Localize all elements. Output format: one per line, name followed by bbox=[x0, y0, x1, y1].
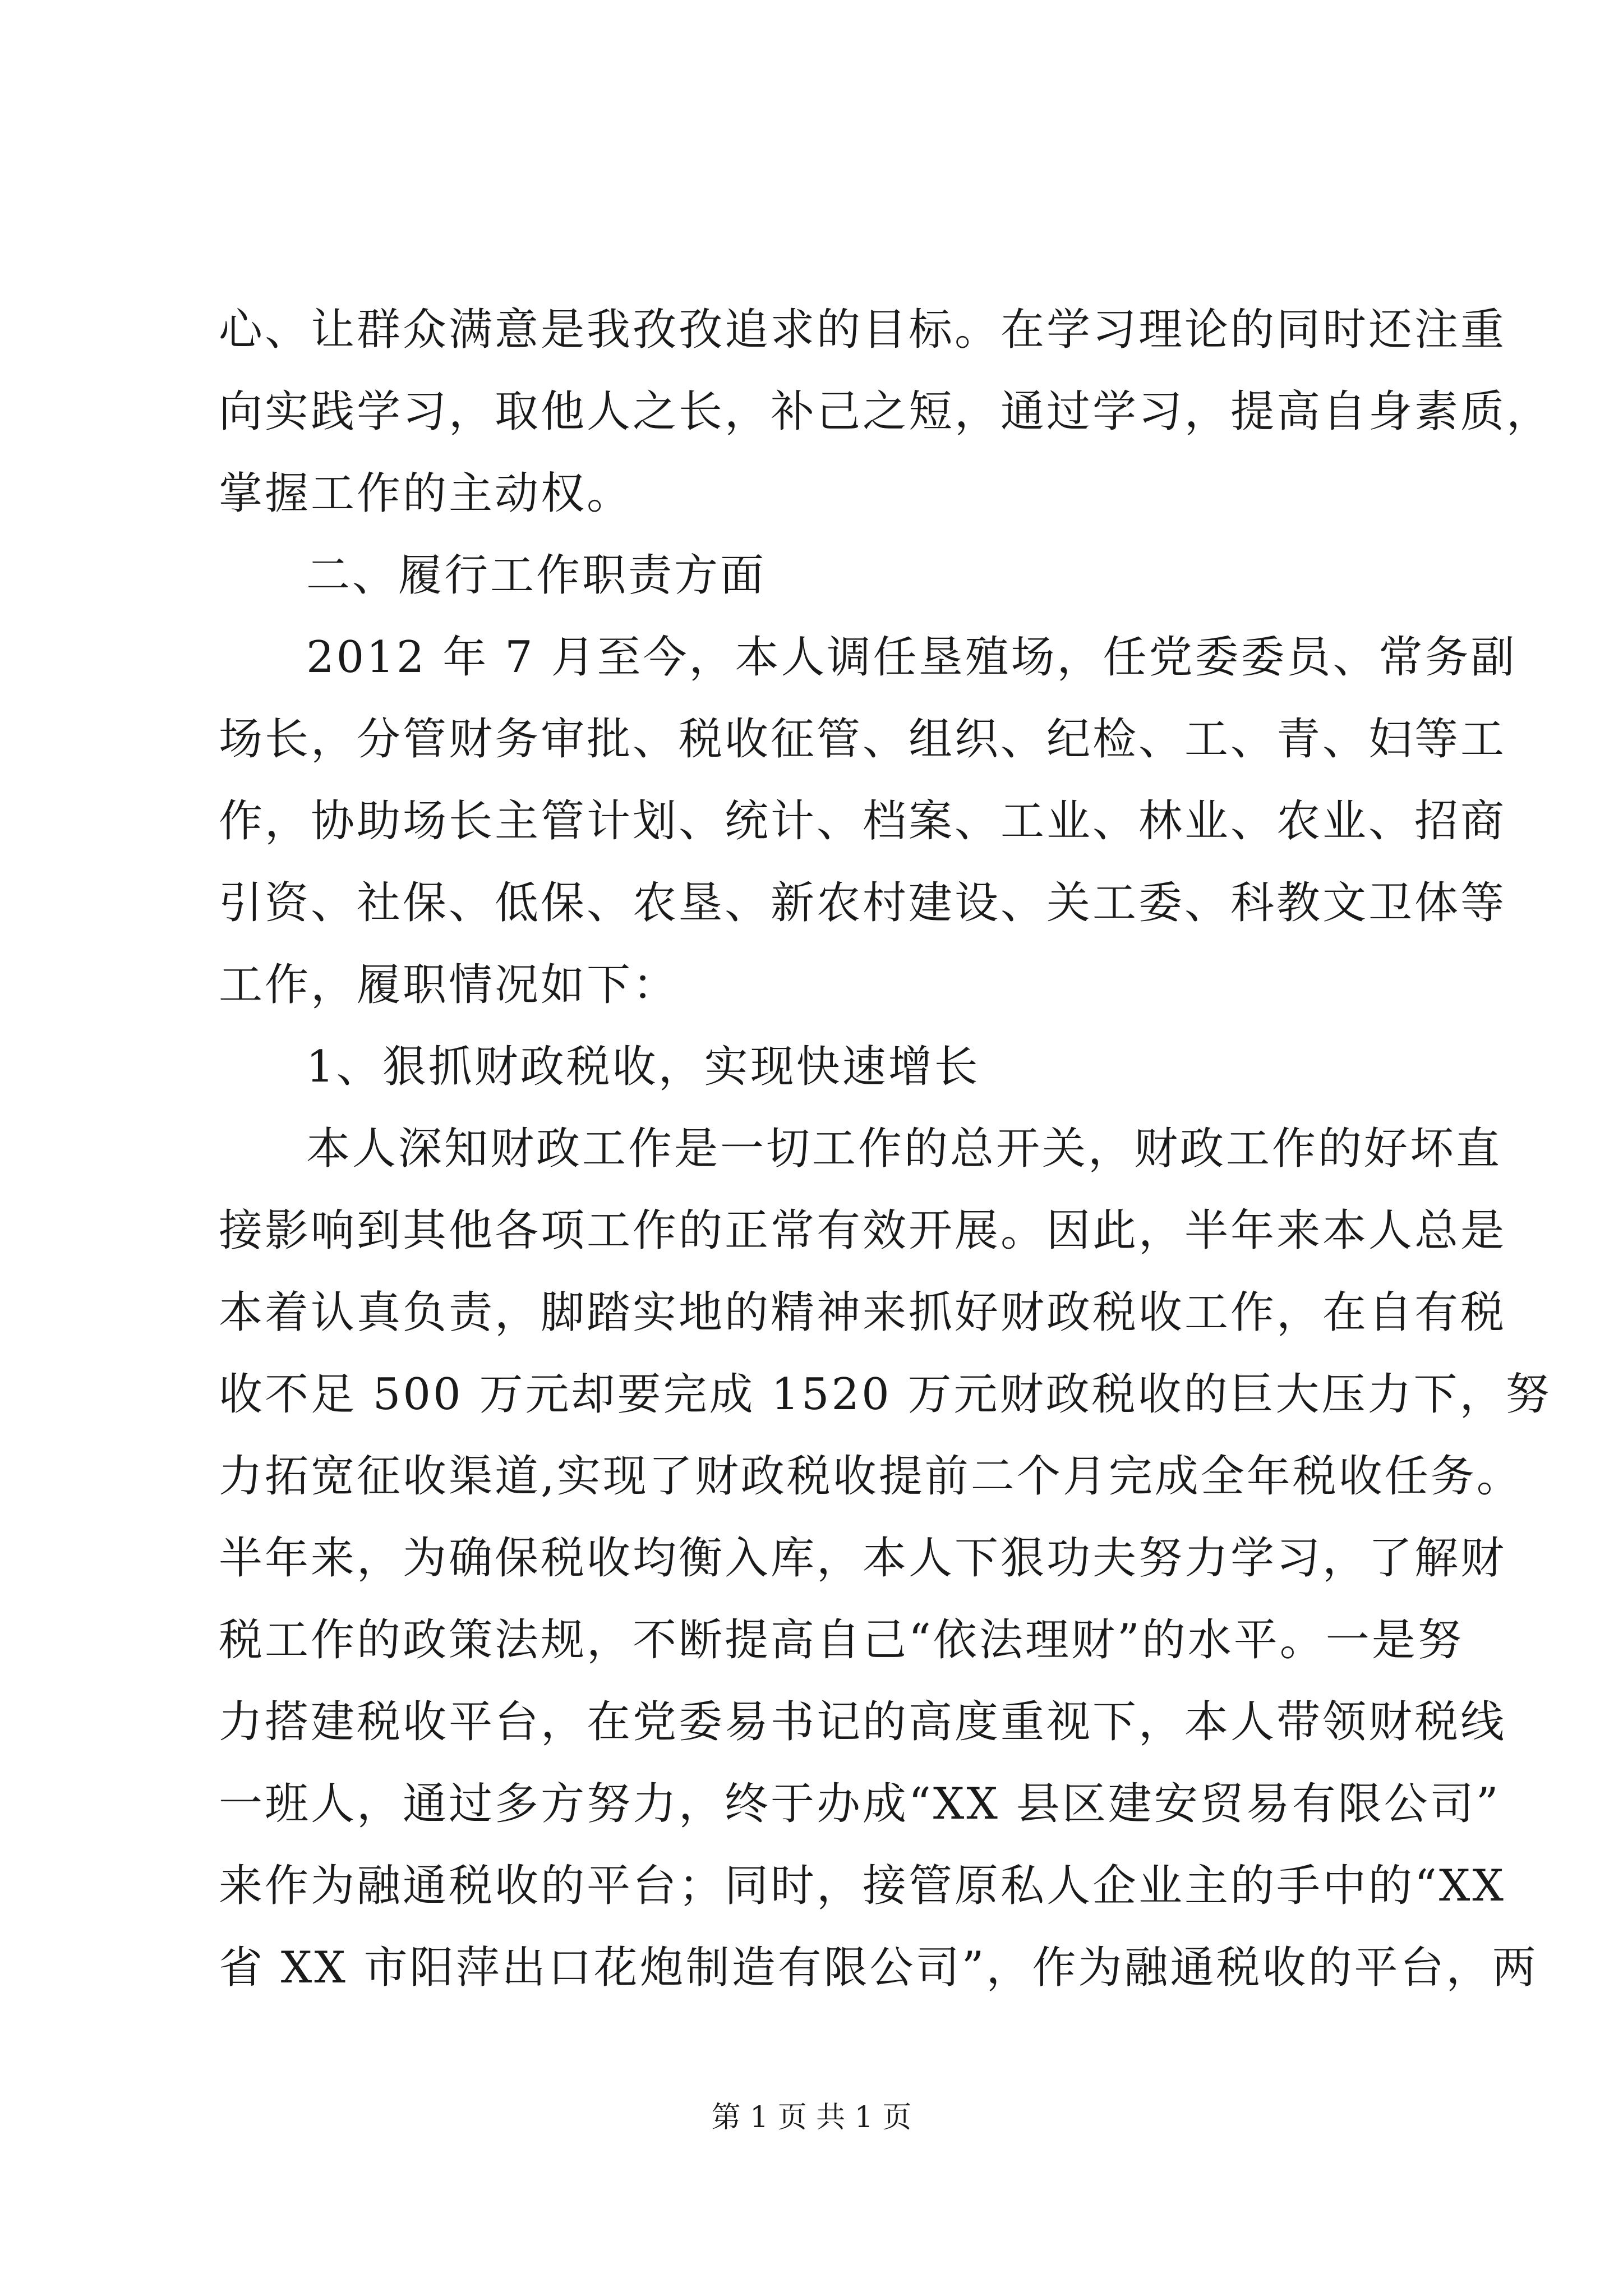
text-line: 税工作的政策法规，不断提高自己“依法理财”的水平。一是努 bbox=[219, 1615, 1464, 1665]
text-line: 收不足 500 万元却要完成 1520 万元财政税收的巨大压力下，努 bbox=[219, 1369, 1552, 1420]
text-line: 省 XX 市阳萍出口花炮制造有限公司”，作为融通税收的平台，两 bbox=[219, 1943, 1538, 1993]
text-line: 接影响到其他各项工作的正常有效开展。因此，半年来本人总是 bbox=[219, 1205, 1507, 1256]
section-heading: 二、履行工作职责方面 bbox=[306, 550, 767, 601]
text-line: 心、让群众满意是我孜孜追求的目标。在学习理论的同时还注重 bbox=[219, 305, 1507, 355]
document-body bbox=[219, 289, 1553, 2009]
text-line: 本人深知财政工作是一切工作的总开关，财政工作的好坏直 bbox=[306, 1124, 1502, 1174]
text-line: 来作为融通税收的平台；同时，接管原私人企业主的手中的“XX bbox=[219, 1861, 1506, 1911]
text-line: 掌握工作的主动权。 bbox=[219, 468, 633, 519]
page-footer: 第 1 页 共 1 页 bbox=[711, 2101, 912, 2134]
text-line: 2012 年 7 月至今，本人调任垦殖场，任党委委员、常务副 bbox=[306, 632, 1517, 683]
subsection-heading: 1、狠抓财政税收，实现快速增长 bbox=[306, 1042, 980, 1092]
text-line: 工作，履职情况如下： bbox=[219, 960, 679, 1010]
text-line: 半年来，为确保税收均衡入库，本人下狠功夫努力学习，了解财 bbox=[219, 1533, 1507, 1584]
text-line: 引资、社保、低保、农垦、新农村建设、关工委、科教文卫体等 bbox=[219, 878, 1507, 928]
text-line: 作，协助场长主管计划、统计、档案、工业、林业、农业、招商 bbox=[219, 796, 1507, 846]
text-line: 本着认真负责，脚踏实地的精神来抓好财政税收工作，在自有税 bbox=[219, 1287, 1507, 1338]
text-line: 力搭建税收平台，在党委易书记的高度重视下，本人带领财税线 bbox=[219, 1697, 1507, 1747]
text-line: 力拓宽征收渠道,实现了财政税收提前二个月完成全年税收任务。 bbox=[219, 1451, 1523, 1502]
text-line: 一班人，通过多方努力，终于办成“XX 县区建安贸易有限公司” bbox=[219, 1779, 1501, 1829]
text-line: 场长，分管财务审批、税收征管、组织、纪检、工、青、妇等工 bbox=[219, 714, 1507, 765]
text-line: 向实践学习，取他人之长，补己之短，通过学习，提高自身素质， bbox=[219, 386, 1553, 437]
